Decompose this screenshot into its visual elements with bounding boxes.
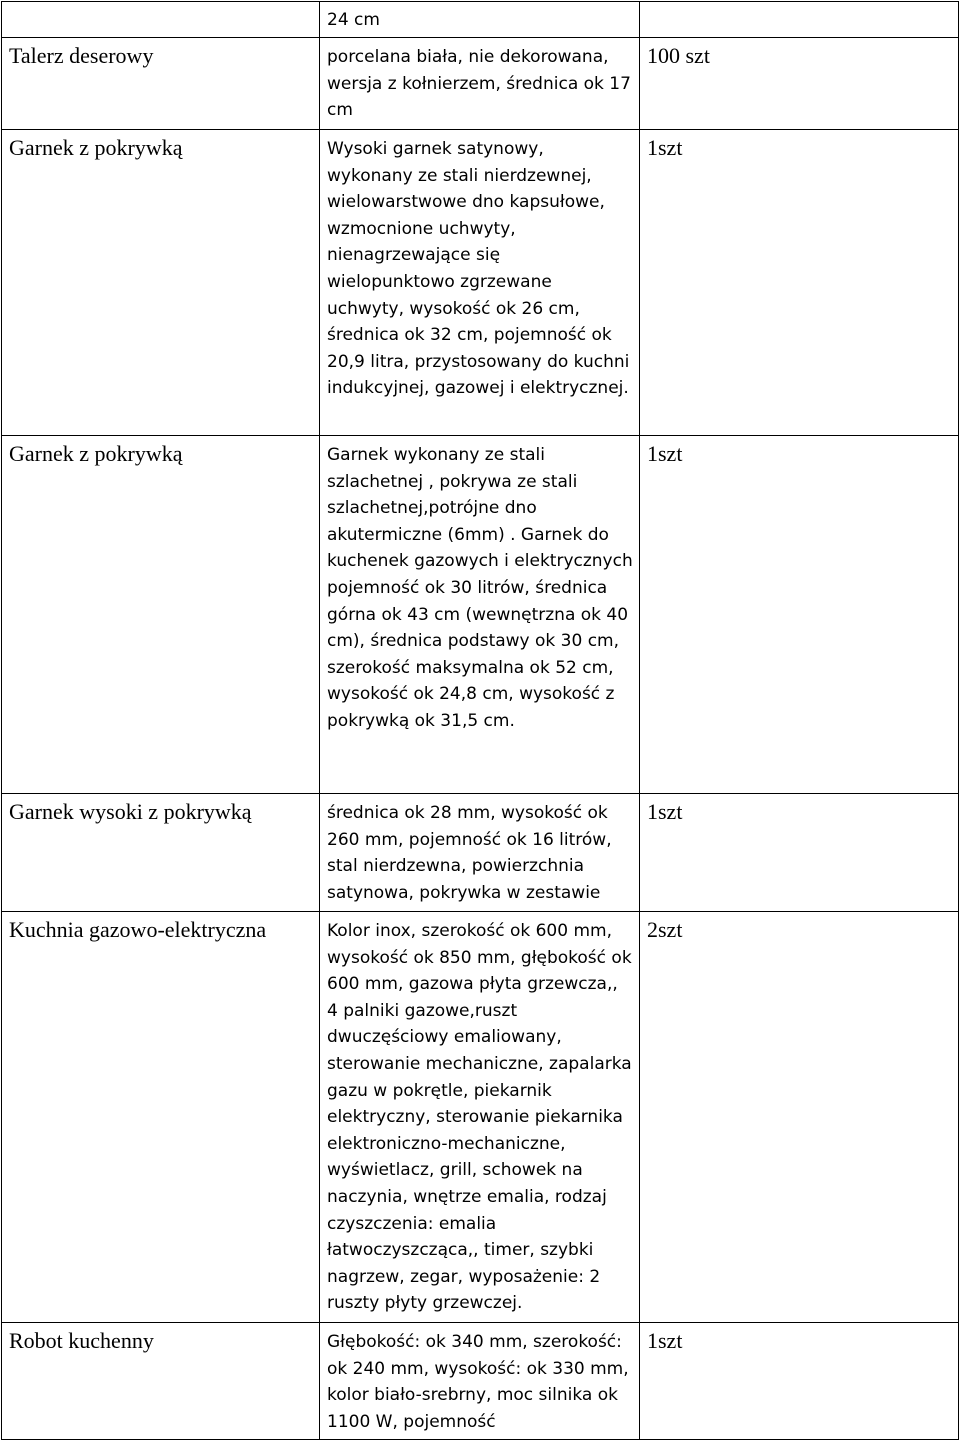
table-row — [2, 794, 959, 912]
product-name-cell: Garnek z pokrywką — [2, 130, 320, 436]
table-row — [2, 436, 959, 794]
description-cell: Wysoki garnek satynowy, wykonany ze stali nierdzewnej, wielowarstwowe dno kapsułowe, wzmocnione uchwyty, nienagrzewające się wielopunktowo zgrzewane uchwyty, wysokość ok 26 cm, średnica ok 32 cm, pojemność ok 20,9 litra, przystosowany do kuchni indukcyjnej, gazowej i elektrycznej. — [320, 130, 640, 436]
quantity-cell: 1szt — [640, 436, 959, 794]
product-name-cell: Kuchnia gazowo-elektryczna — [2, 912, 320, 1323]
table-row — [2, 2, 959, 38]
product-name-cell: Robot kuchenny — [2, 1323, 320, 1440]
description-cell: 24 cm — [320, 2, 640, 38]
quantity-cell: 1szt — [640, 130, 959, 436]
table-row — [2, 130, 959, 436]
quantity-cell — [640, 2, 959, 38]
description-cell: Kolor inox, szerokość ok 600 mm, wysokość ok 850 mm, głębokość ok 600 mm, gazowa płyta grzewcza,, 4 palniki gazowe,ruszt dwuczęściowy emaliowany, sterowanie mechaniczne, zapalarka gazu w pokrętle, piekarnik elektryczny, sterowanie piekarnika elektroniczno-mechaniczne, wyświetlacz, grill, schowek na naczynia, wnętrze emalia, rodzaj czyszczenia: emalia łatwoczyszcząca,, timer, szybki nagrzew, zegar, wyposażenie: 2 ruszty płyty grzewczej. — [320, 912, 640, 1323]
quantity-cell: 1szt — [640, 794, 959, 912]
description-cell: średnica ok 28 mm, wysokość ok 260 mm, pojemność ok 16 litrów, stal nierdzewna, powierzchnia satynowa, pokrywka w zestawie — [320, 794, 640, 912]
quantity-cell: 2szt — [640, 912, 959, 1323]
description-cell: Garnek wykonany ze stali szlachetnej , pokrywa ze stali szlachetnej,potrójne dno akutermiczne (6mm) . Garnek do kuchenek gazowych i elektrycznych pojemność ok 30 litrów, średnica górna ok 43 cm (wewnętrzna ok 40 cm), średnica podstawy ok 30 cm, szerokość maksymalna ok 52 cm, wysokość ok 24,8 cm, wysokość z pokrywką ok 31,5 cm. — [320, 436, 640, 794]
table-row — [2, 912, 959, 1323]
table-row — [2, 38, 959, 130]
quantity-cell: 100 szt — [640, 38, 959, 130]
specification-table — [1, 1, 959, 1440]
product-name-cell: Garnek z pokrywką — [2, 436, 320, 794]
description-cell: Głębokość: ok 340 mm, szerokość: ok 240 mm, wysokość: ok 330 mm, kolor biało-srebrny, moc silnika ok 1100 W, pojemność — [320, 1323, 640, 1440]
quantity-cell: 1szt — [640, 1323, 959, 1440]
product-name-cell: Garnek wysoki z pokrywką — [2, 794, 320, 912]
product-name-cell — [2, 2, 320, 38]
description-cell: porcelana biała, nie dekorowana, wersja z kołnierzem, średnica ok 17 cm — [320, 38, 640, 130]
product-name-cell: Talerz deserowy — [2, 38, 320, 130]
table-row — [2, 1323, 959, 1440]
